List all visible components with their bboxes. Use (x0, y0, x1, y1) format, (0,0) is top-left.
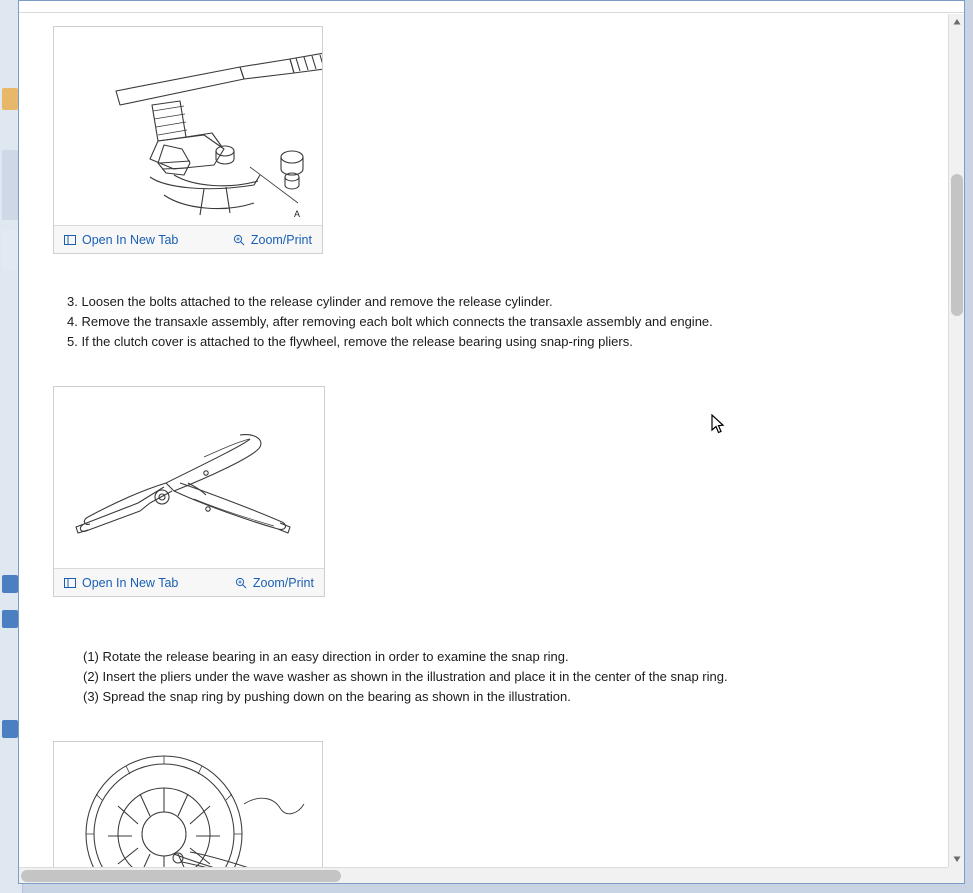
open-in-new-tab-label-1: Open In New Tab (82, 232, 179, 247)
magnifier-icon (235, 577, 247, 589)
step-item-5: 5. If the clutch cover is attached to the flywheel, remove the release bearing using snap-ring pliers. (67, 334, 633, 349)
background-chip-4 (2, 575, 18, 593)
zoom-print-label-2: Zoom/Print (252, 575, 314, 590)
magnifier-icon (233, 234, 245, 246)
open-in-new-tab-button-2[interactable] (64, 576, 178, 590)
substep-item-1: (1) Rotate the release bearing in an easy direction in order to examine the snap ring. (83, 649, 569, 664)
background-chip-5 (2, 610, 18, 628)
document-scroll-area[interactable] (19, 14, 948, 867)
scrollbar-corner (948, 867, 964, 883)
horizontal-scroll-thumb[interactable] (21, 870, 341, 882)
figure-release-cylinder-image (54, 27, 322, 225)
vertical-scroll-thumb[interactable] (951, 174, 963, 316)
document-window (18, 0, 965, 884)
step-list (53, 292, 948, 352)
step-item-4: 4. Remove the transaxle assembly, after removing each bolt which connects the transaxle assembly and engine. (67, 314, 713, 329)
figure-release-cylinder-toolbar (54, 225, 322, 253)
open-in-new-tab-label-2: Open In New Tab (82, 575, 179, 590)
zoom-print-button-1[interactable] (233, 233, 312, 247)
figure-snap-ring-pliers-toolbar (54, 568, 324, 596)
background-chip-2 (2, 150, 18, 220)
step-item-3: 3. Loosen the bolts attached to the release cylinder and remove the release cylinder. (67, 294, 553, 309)
window-top-divider (19, 1, 964, 13)
vertical-scrollbar[interactable] (948, 14, 964, 867)
background-chip-1 (2, 88, 18, 110)
substep-item-3: (3) Spread the snap ring by pushing down on the bearing as shown in the illustration. (83, 689, 571, 704)
background-chip-3 (2, 230, 18, 270)
zoom-print-label-1: Zoom/Print (250, 232, 312, 247)
background-chip-6 (2, 720, 18, 738)
figure-snap-ring-pliers[interactable] (53, 386, 325, 597)
zoom-print-button-2[interactable] (235, 576, 314, 590)
scroll-up-button[interactable] (949, 14, 965, 30)
horizontal-scrollbar[interactable] (19, 867, 948, 883)
substep-item-2: (2) Insert the pliers under the wave washer as shown in the illustration and place it in the center of the snap ring. (83, 669, 728, 684)
new-tab-icon (64, 234, 76, 246)
substep-list (71, 647, 948, 707)
figure-release-cylinder[interactable] (53, 26, 323, 254)
figure-clutch-cover[interactable] (53, 741, 323, 867)
figure-clutch-cover-image (54, 742, 322, 867)
open-in-new-tab-button-1[interactable] (64, 233, 178, 247)
figure-snap-ring-pliers-image (54, 387, 324, 568)
new-tab-icon (64, 577, 76, 589)
scroll-down-button[interactable] (949, 851, 965, 867)
svg-text:A: A (294, 209, 301, 219)
